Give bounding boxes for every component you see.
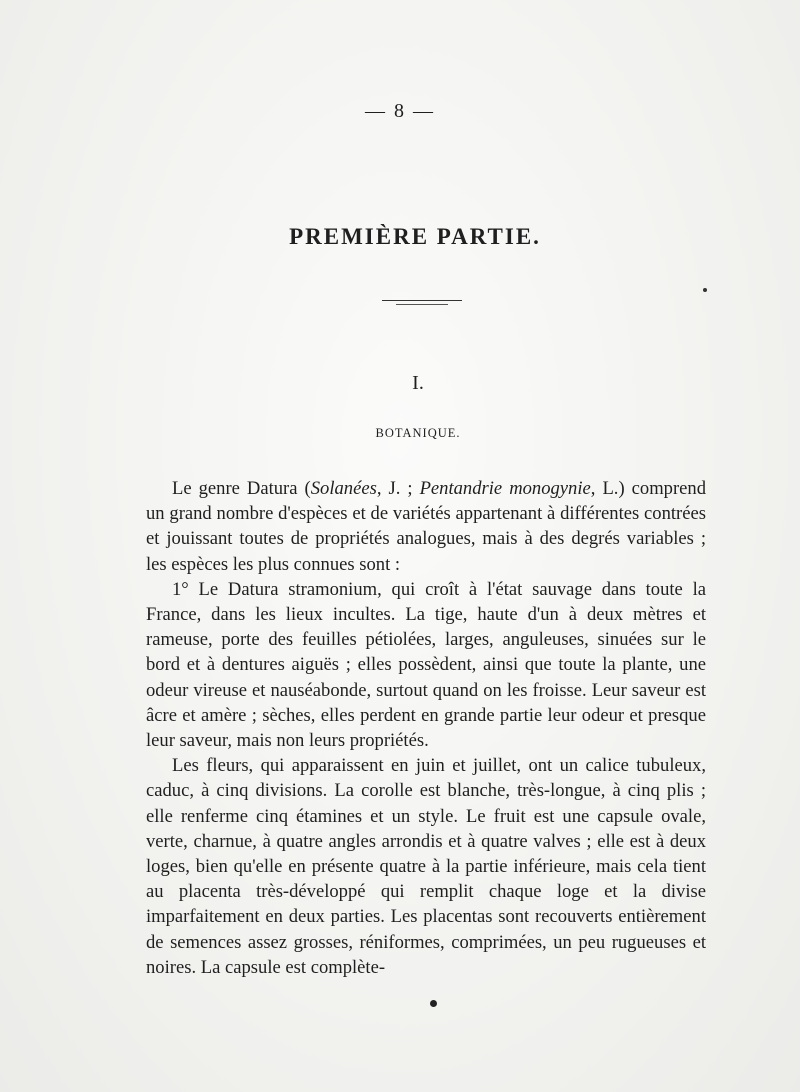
- text-segment-italic: Pentandrie monogynie: [419, 478, 591, 499]
- ornament-dot: [430, 1000, 437, 1007]
- divider-rule: [382, 300, 462, 301]
- paragraph-stramonium: [146, 577, 706, 753]
- text-segment-italic: Solanées: [310, 478, 377, 499]
- text-segment: , L.) comprend un grand nombre d'espèces et de variétés appartenant à différentes contrées et jouissant toutes de propriétés analogues, mais à des degrés variables ; les espèces les plus connues sont :: [146, 478, 706, 575]
- divider-rule-short: [396, 304, 448, 305]
- text-segment: , J. ;: [376, 478, 420, 499]
- section-title: BOTANIQUE.: [375, 426, 461, 440]
- paragraph-flowers: [146, 753, 706, 980]
- ink-speck: [703, 288, 707, 292]
- section-number: I.: [412, 372, 424, 394]
- text-segment: Le genre Datura (: [172, 478, 311, 499]
- text-segment: 1° Le Datura stramonium, qui croît à l'état sauvage dans toute la France, dans les lieux incultes. La tige, haute d'un à deux mètres et rameuse, porte des feuilles pétiolées, larges, anguleuses, sinuées sur le bord et à dentures aiguës ; elles possèdent, ainsi que toute la plante, une odeur vireuse et nauséabonde, surtout quand on les froisse. Leur saveur est âcre et amère ; sèches, elles perdent en grande partie leur odeur et presque leur saveur, mais non leurs propriétés.: [146, 578, 706, 752]
- part-title: PREMIÈRE PARTIE.: [289, 224, 541, 249]
- body-text: [146, 476, 706, 980]
- paragraph-intro: [146, 476, 706, 577]
- page-number: — 8 —: [365, 100, 435, 122]
- text-segment: Les fleurs, qui apparaissent en juin et juillet, ont un calice tubuleux, caduc, à cinq divisions. La corolle est blanche, très-longue, à cinq plis ; elle renferme cinq étamines et un style. Le fruit est une capsule ovale, verte, charnue, à quatre angles arrondis et à quatre valves ; elle est à deux loges, bien qu'elle en présente quatre à la partie inférieure, mais cela tient au placenta très-développé qui remplit chaque loge et la divise imparfaitement en deux parties. Les placentas sont recouverts entièrement de semences assez grosses, réniformes, comprimées, un peu rugueuses et noires. La capsule est complète-: [146, 755, 706, 978]
